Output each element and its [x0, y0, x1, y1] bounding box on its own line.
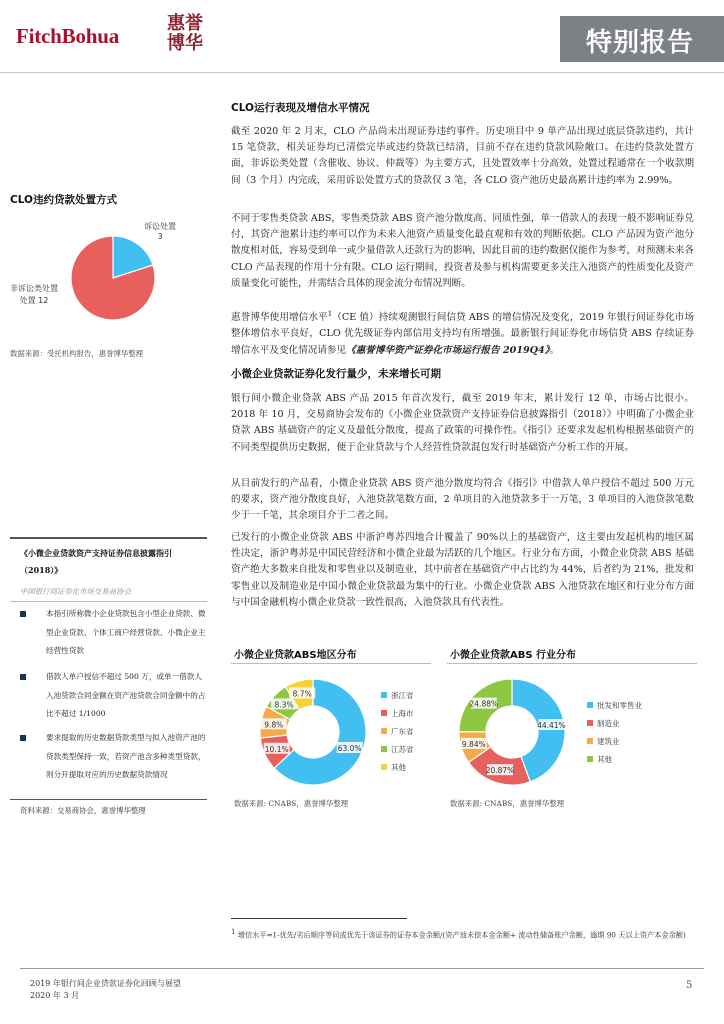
fitchbohua-logo	[16, 13, 206, 58]
pie-data-label: 8.7%	[292, 689, 312, 699]
section-title-sme: 小微企业贷款证券化发行量少，未来增长可期	[231, 368, 441, 380]
box-top-rule	[10, 537, 207, 539]
pie-data-label: 9.8%	[264, 720, 284, 730]
pie-data-label: 20.87%	[485, 766, 515, 776]
report-type-label: 特别报告	[585, 28, 694, 58]
paragraph: 截至 2020 年 2 月末，CLO 产品尚未出现证券违约事件。历史项目中 9 单产品出现过底层贷款违约，共计 15 笔贷款，相关证券均已清偿完毕或违约贷款已结清，目前不存在违约贷款风险敞口。在违约贷款处置方面，非诉讼类处置（含催收、协议、仲裁等）为主要方式，且处置效率十分高效，处置过程通常在一个收款期间（3 个月）内完成，采用诉讼处置方式的贷款仅 3 笔，各 CLO 资产池历史最高累计违约率为 2.99%。	[231, 126, 694, 186]
footer-title: 2019 年银行间企业贷款证券化回顾与展望 2020 年 3 月	[30, 979, 181, 1000]
page-number: 5	[686, 980, 693, 991]
pie-data-label: 8.3%	[274, 700, 294, 710]
pie-data-label: 44.41%	[537, 721, 566, 731]
legend-label: 其他	[391, 763, 406, 772]
clo-chart-source: 数据来源：受托机构报告，惠誉博华整理	[10, 349, 144, 358]
legend-swatch	[587, 756, 593, 762]
paragraph-ce: 惠誉博华使用增信水平$^1$（CE 值）持续观测银行间信贷 ABS 的增信情况及变化，2019 年银行间证券化市场整体增信水平良好，CLO 优先级证券内部信用支持均有所增强。最新银行间证券化市场信贷 ABS 存续证券增信水平及变化情况请参见《惠誉博华资产证券化市场运行报告 2019Q4》。	[231, 310, 694, 356]
pie-data-label: 24.88%	[469, 699, 499, 709]
logo-text: FitchBohua	[16, 24, 120, 48]
legend-label: 其他	[597, 755, 612, 764]
legend-label: 浙江省	[391, 691, 414, 700]
legend-label: 建筑业	[597, 737, 620, 746]
legend-swatch	[381, 728, 387, 734]
chart-rule	[447, 663, 697, 664]
paragraph: 从目前发行的产品看，小微企业贷款 ABS 资产池分散度均符合《指引》中借款人单户授信不超过 500 万元的要求，资产池分散度良好，入池贷款笔数方面，2 单项目的入池贷款多于一万笔，3 单项目的入池贷款笔数少于一千笔，其余项目介于二者之间。	[231, 478, 694, 522]
legend-label: 批发和零售业	[597, 701, 642, 710]
industry-chart-title: 小微企业贷款ABS 行业分布	[450, 650, 577, 661]
box-divider	[10, 601, 207, 602]
region-chart-title: 小微企业贷款ABS地区分布	[234, 650, 357, 661]
box-title: 《小微企业贷款资产支持证券信息披露指引（2018）》	[20, 548, 172, 575]
legend-swatch	[587, 720, 593, 726]
clo-value-litigation: 3	[157, 232, 163, 241]
pie-data-label: 63.0%	[337, 743, 362, 753]
legend-label: 制造业	[597, 719, 620, 728]
region-chart-source: 数据来源: CNABS，惠誉博华整理	[234, 799, 349, 808]
legend-swatch	[587, 738, 593, 744]
bullet-square-icon	[20, 735, 26, 741]
pie-data-label: 9.84%	[461, 739, 486, 749]
bullet-square-icon	[20, 674, 26, 680]
legend-swatch	[381, 692, 387, 698]
clo-label-nonlitigation: 非诉讼类处置	[10, 284, 58, 293]
pie-data-label: 10.1%	[264, 744, 289, 754]
legend-label: 广东省	[391, 727, 414, 736]
report-link[interactable]: 《惠誉博华资产证券化市场运行报告 2019Q4》	[346, 344, 550, 356]
section-title-clo: CLO运行表现及增信水平情况	[231, 102, 370, 114]
clo-pie-chart	[0, 205, 210, 340]
paragraph: 不同于零售类贷款 ABS，零售类贷款 ABS 资产池分散度高、同质性强，单一借款人的表现一般不影响证券兑付，其资产池累计违约率可以作为未来入池资产质量变化最直观和有效的判断依据。CLO 产品因为资产池分散度相对低，容易受到单一或少量借款人还款行为的影响，因此目前的违约数据仅能作为参考，对预测未来各 CLO 产品表现的作用十分有限。CLO 运行期间，投资者及参与机构需要更多关注入池资产的性质变化及资产质量变化可能性，并需结合具体的现金流分布情况判断。	[231, 213, 694, 289]
industry-donut-chart	[447, 667, 697, 792]
legend-label: 江苏省	[391, 745, 414, 754]
legend-swatch	[381, 710, 387, 716]
legend-swatch	[381, 746, 387, 752]
box-source: 资料来源：交易商协会，惠誉博华整理	[20, 806, 146, 815]
clo-label-litigation: 诉讼处置	[144, 222, 176, 231]
legend-swatch	[381, 764, 387, 770]
footnote-rule	[231, 918, 407, 919]
logo-chinese-seal: 惠誉博华	[167, 13, 203, 54]
footnote-ref: 1	[327, 310, 333, 318]
report-type-banner	[560, 16, 724, 62]
legend-swatch	[587, 702, 593, 708]
footnote: $^1$ 增信水平=1-优先/劣后顺序等同或优先于该证券的证券本金余额/(资产池未偿本金余额+ 流动性储备账户余额，逾期 90 天以上资产本金余额)	[231, 928, 686, 940]
region-donut-chart	[231, 667, 451, 792]
chart-rule	[231, 663, 431, 664]
box-subtitle: 中国银行间证券化市场交易商协会	[20, 587, 131, 596]
box-bottom-rule	[10, 799, 207, 800]
industry-chart-source: 数据来源: CNABS，惠誉博华整理	[450, 799, 565, 808]
bullet-square-icon	[20, 611, 26, 617]
clo-chart-title: CLO违约贷款处置方式	[10, 194, 117, 206]
header-divider	[0, 72, 724, 73]
paragraph: 银行间小微企业贷款 ABS 产品 2015 年首次发行，截至 2019 年末，累计发行 12 单，市场占比很小。2018 年 10 月，交易商协会发布的《小微企业贷款资产支持证券信息披露指引（2018）》中明确了小微企业贷款 ABS 基础资产的定义及最低分散度，提高了政策的可操作性。《指引》还要求发起机构根据基础资产的不同类型提供历史数据，便于企业贷款与个人经营性贷款混包发行时基础资产分析工作的开展。	[231, 393, 694, 453]
legend-label: 上海市	[391, 709, 414, 718]
footer-rule	[20, 968, 704, 969]
clo-value-nonlitigation: 处置 12	[19, 296, 49, 305]
paragraph: 已发行的小微企业贷款 ABS 中浙沪粤苏四地合计覆盖了 90%以上的基础资产，这主要由发起机构的地区属性决定，浙沪粤苏是中国民营经济和小微企业最为活跃的几个地区。行业分布方面，小微企业贷款 ABS 基础资产绝大多数来自批发和零售业以及制造业，其中前者在基础资产中占比约为 44%，后者约为 21%，批发和零售业以及制造业是中国小微企业贷款最为集中的行业。小微企业贷款 ABS 入池贷款在地区和行业分布方面与中国金融机构小微企业贷款一致性很高，入池贷款具有代表性。	[231, 532, 694, 608]
